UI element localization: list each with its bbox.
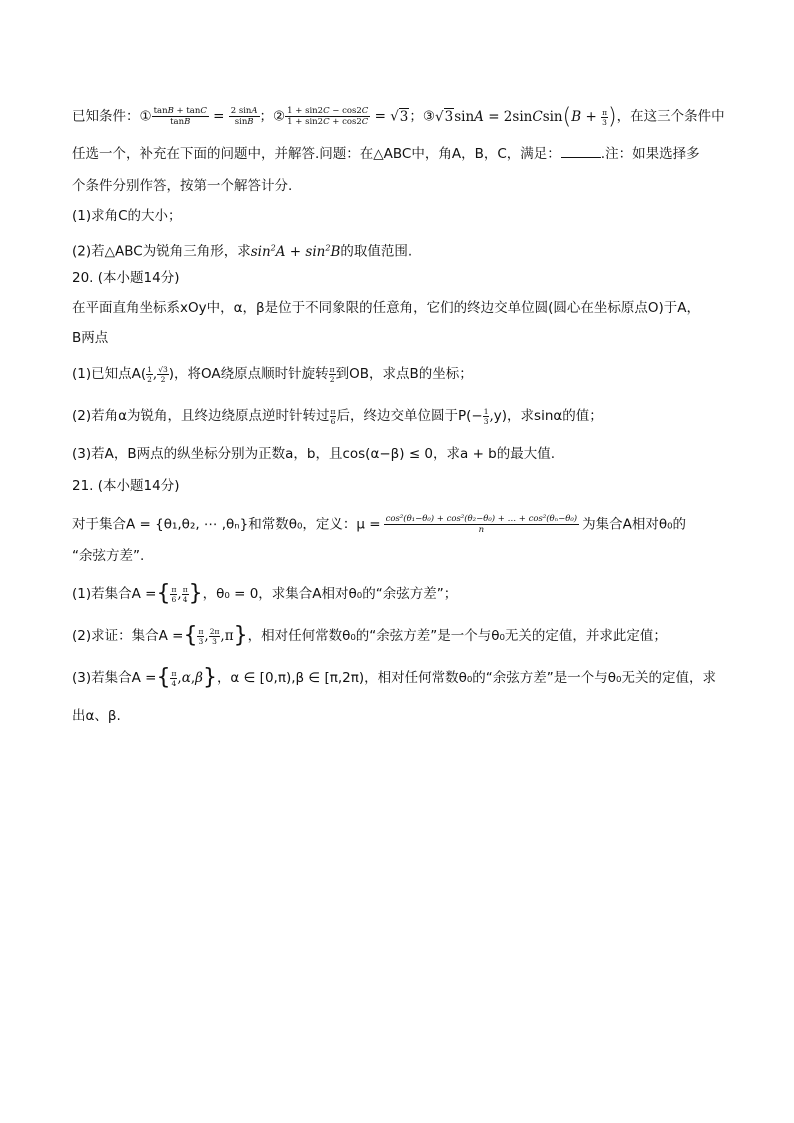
- intro-line-1: 已知条件：① $\frac{\tan B + \tan C}{\tan B}$ = $\frac{2 \sin A}{\sin B}$ ；② $\frac{1 + \sin 2C - \cos 2C}{1 + \sin 2C + \cos 2C}$ = √3；③√3sinA = 2sinCsin(B + $\frac{\pi}{3}$ )，在这三个条件中: [72, 104, 725, 129]
- point-a-x-fraction: $\frac{1}{2}$: [147, 364, 152, 384]
- cosine-variance-denominator: n: [478, 525, 485, 535]
- q21-part-1-pre: (1)若集合A =: [72, 586, 157, 602]
- q19-part-2: [72, 238, 412, 262]
- q21-stem-pre: 对于集合A = {θ₁,θ₂, ⋯ ,θₙ}和常数θ₀，定义：μ =: [72, 516, 381, 533]
- q20-part-1-pre: (1)已知点A(: [72, 366, 147, 382]
- q20-part-1-mid: )，将OA绕原点顺时针旋转: [168, 366, 329, 382]
- set-element-2pi-3: $\frac{2\pi}{3}$: [209, 626, 220, 646]
- q20-stem-line-2: B两点: [72, 330, 109, 346]
- cosine-variance-numerator: cos²(θ₁−θ₀) + cos²(θ₂−θ₀) + … + cos²(θₙ−θ₀): [385, 514, 578, 524]
- q19-part-1: (1)求角C的大小；: [72, 208, 182, 224]
- q21-part-2: (2)求证：集合A ={ $\frac{\pi}{3}$ , $\frac{2\pi}{3}$ ,π}，相对任何常数θ₀的“余弦方差”是一个与θ₀无关的定值，并求此定值；: [72, 623, 667, 648]
- condition-2-fraction: $\frac{1 + \sin 2C - \cos 2C}{1 + \sin 2C + \cos 2C}$: [287, 106, 369, 127]
- condition-1-fraction-left: $\frac{\tan B + \tan C}{\tan B}$: [153, 106, 207, 127]
- q21-part-3-post: ，α ∈ [0,π),β ∈ [π,2π)，相对任何常数θ₀的“余弦方差”是一个与θ₀无关的定值，求: [216, 670, 716, 686]
- set-element-pi-4: $\frac{\pi}{4}$: [182, 584, 188, 604]
- q19-part-2-post: 的取值范围.: [340, 243, 413, 260]
- q20-part-3: (3)若A，B两点的纵坐标分别为正数a，b，且cos(α−β) ≤ 0，求a + b的最大值.: [72, 446, 556, 462]
- cosine-variance-fraction: [384, 514, 579, 535]
- q19-part-2-pre: (2)若△ABC为锐角三角形，求: [72, 243, 251, 260]
- set-element-pi-3: $\frac{\pi}{3}$: [198, 626, 204, 646]
- q20-part-2: (2)若角α为锐角，且终边绕原点逆时针转过 $\frac{\pi}{6}$ 后，终边交单位圆于P(− $\frac{1}{3}$ ,y)，求sinα的值；: [72, 406, 603, 426]
- q20-part-2-mid: 后，终边交单位圆于P(: [336, 408, 472, 424]
- q21-stem-line-2: “余弦方差”.: [72, 548, 145, 564]
- intro-line-2: [72, 144, 700, 164]
- q20-part-2-pre: (2)若角α为锐角，且终边绕原点逆时针转过: [72, 408, 330, 424]
- q20-heading: 20. (本小题14分): [72, 270, 180, 286]
- intro-prefix: 已知条件：: [72, 108, 140, 125]
- q21-part-1-post: ，θ₀ = 0，求集合A相对θ₀的“余弦方差”；: [202, 586, 458, 602]
- condition-1-marker: ①: [139, 108, 152, 125]
- q21-part-3-line-2: 出α、β.: [72, 708, 121, 724]
- point-a-y-fraction: $\frac{√3}{2}$: [158, 364, 168, 384]
- condition-3-marker: ③: [422, 108, 435, 125]
- q21-heading: 21. (本小题14分): [72, 478, 180, 494]
- separator: ；: [409, 108, 423, 125]
- answer-blank: [561, 145, 601, 158]
- q20-part-1-post: 到OB，求点B的坐标；: [335, 366, 473, 382]
- set-element-pi-4: $\frac{\pi}{4}$: [171, 668, 177, 688]
- q21-stem-line-1: [72, 514, 686, 535]
- q21-stem-post: 为集合A相对θ₀的: [582, 516, 687, 533]
- q21-part-2-post: ，相对任何常数θ₀的“余弦方差”是一个与θ₀无关的定值，并求此定值；: [247, 628, 667, 644]
- intro-question-text: 任选一个，补充在下面的问题中，并解答.问题：在△ABC中，角A，B，C，满足：: [72, 146, 561, 162]
- q21-part-3-pre: (3)若集合A =: [72, 670, 157, 686]
- point-p-x-fraction: $\frac{1}{3}$: [483, 406, 489, 426]
- q20-part-1: (1)已知点A( $\frac{1}{2}$ , $\frac{√3}{2}$ )，将OA绕原点顺时针旋转 $\frac{\pi}{2}$ 到OB，求点B的坐标；: [72, 364, 473, 384]
- condition-2-marker: ②: [273, 108, 286, 125]
- turn-angle-fraction: $\frac{\pi}{6}$: [330, 406, 336, 426]
- intro-condition-3-tail: ，在这三个条件中: [616, 108, 725, 125]
- q21-part-3: (3)若集合A ={ $\frac{\pi}{4}$ ,α,β}，α ∈ [0,π),β ∈ [π,2π)，相对任何常数θ₀的“余弦方差”是一个与θ₀无关的定值，求: [72, 665, 716, 690]
- condition-1-fraction-right: $\frac{2 \sin A}{\sin B}$: [230, 106, 258, 127]
- intro-line-3: 个条件分别作答，按第一个解答计分.: [72, 178, 293, 194]
- q20-stem-line-1: 在平面直角坐标系xOy中，α，β是位于不同象限的任意角，它们的终边交单位圆(圆心在坐标原点O)于A，: [72, 300, 701, 316]
- intro-note-text: .注：如果选择多: [600, 146, 700, 162]
- q21-part-2-pre: (2)求证：集合A =: [72, 628, 184, 644]
- rotation-angle-fraction: $\frac{\pi}{2}$: [329, 364, 335, 384]
- q21-part-1: (1)若集合A ={ $\frac{\pi}{6}$ , $\frac{\pi}{4}$ }，θ₀ = 0，求集合A相对θ₀的“余弦方差”；: [72, 581, 458, 606]
- set-element-pi-6: $\frac{\pi}{6}$: [171, 584, 177, 604]
- q20-part-2-post: y)，求sinα的值；: [493, 408, 603, 424]
- q19-part-2-formula: $\sin^2A + \sin^2B$: [250, 243, 341, 260]
- condition-3-formula: √3sinA = 2sinCsin(B + $\frac{\pi}{3}$ ): [435, 104, 617, 129]
- separator: ；: [259, 108, 274, 125]
